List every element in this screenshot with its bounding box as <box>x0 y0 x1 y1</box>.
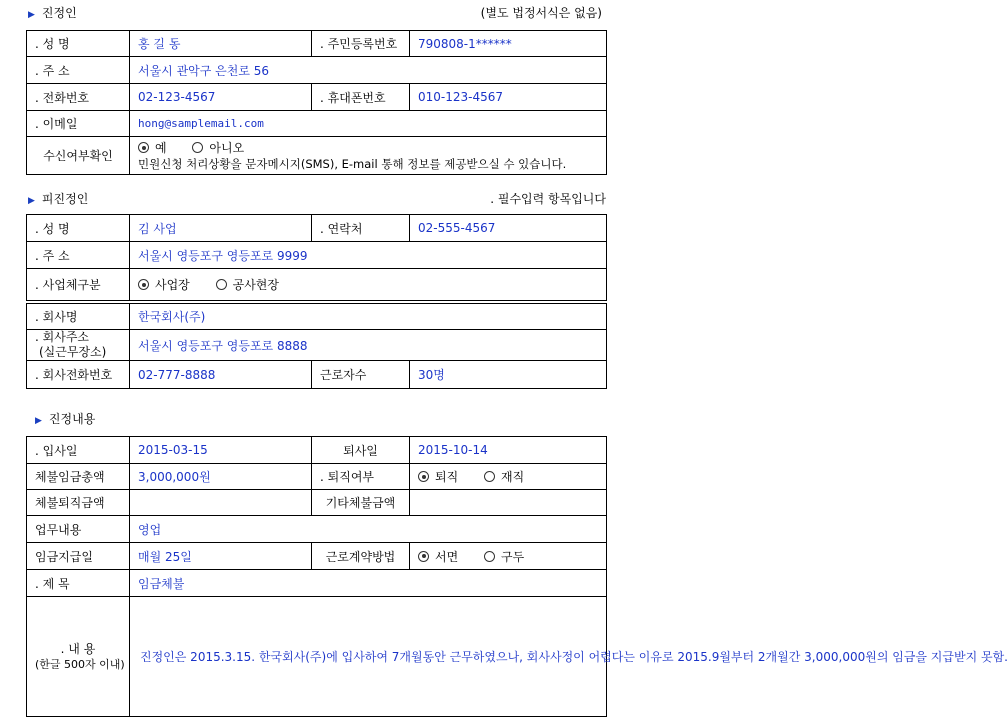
receive-option-no[interactable]: 아니오 <box>192 139 244 156</box>
receive-cell <box>130 137 607 175</box>
company-label: . 회사명 <box>27 304 130 330</box>
name-field[interactable]: 홍 길 동 <box>130 31 312 57</box>
radio-selected-icon[interactable] <box>138 142 149 153</box>
biz-type-option-construction[interactable]: 공사현장 <box>216 276 279 293</box>
contract-option-verbal[interactable]: 구두 <box>484 548 524 565</box>
other-amount-field[interactable] <box>410 490 607 516</box>
complaint-table <box>26 436 1008 717</box>
severance-label: 체불퇴직금액 <box>27 490 130 516</box>
resp-name-field[interactable]: 김 사업 <box>130 215 312 242</box>
retired-label: . 퇴직여부 <box>312 464 410 490</box>
triangle-right-icon: ▶ <box>28 10 35 20</box>
address-label: . 주 소 <box>27 57 130 84</box>
radio-empty-icon[interactable] <box>484 471 495 482</box>
receive-label: 수신여부확인 <box>27 137 130 175</box>
company-field[interactable]: 한국회사(주) <box>130 304 607 330</box>
contact-label: . 연락처 <box>312 215 410 242</box>
radio-empty-icon[interactable] <box>216 279 227 290</box>
biz-type-label: . 사업체구분 <box>27 269 130 301</box>
title-label: . 제 목 <box>27 570 130 597</box>
email-label: . 이메일 <box>27 111 130 137</box>
leave-date-label: 퇴사일 <box>312 437 410 464</box>
content-label: . 내 용 (한글 500자 이내) <box>27 597 130 717</box>
biz-type-cell <box>130 269 607 301</box>
payday-label: 임금지급일 <box>27 543 130 570</box>
address-field[interactable]: 서울시 관악구 은천로 56 <box>130 57 607 84</box>
radio-empty-icon[interactable] <box>192 142 203 153</box>
company-phone-label: . 회사전화번호 <box>27 361 130 389</box>
receive-radio-group <box>138 139 598 156</box>
workers-label: 근로자수 <box>312 361 410 389</box>
mobile-label: . 휴대폰번호 <box>312 84 410 111</box>
job-label: 업무내용 <box>27 516 130 543</box>
resp-address-field[interactable]: 서울시 영등포구 영등포로 9999 <box>130 242 607 269</box>
respondent-table-1 <box>26 214 607 301</box>
receive-note: 민원신청 처리상황을 문자메시지(SMS), E-mail 통해 정보를 제공받으실 수 있습니다. <box>138 157 567 171</box>
email-field[interactable]: hong@samplemail.com <box>130 111 607 137</box>
join-date-label: . 입사일 <box>27 437 130 464</box>
radio-selected-icon[interactable] <box>138 279 149 290</box>
retired-radio-group <box>418 470 546 484</box>
radio-empty-icon[interactable] <box>484 551 495 562</box>
title-field[interactable]: 임금체불 <box>130 570 607 597</box>
severance-field[interactable] <box>130 490 312 516</box>
unpaid-total-label: 체불임금총액 <box>27 464 130 490</box>
complaint-heading: ▶ 진정내용 <box>35 409 95 429</box>
content-textarea[interactable]: 진정인은 2015.3.15. 한국회사(주)에 입사하여 7개월동안 근무하였으나, 회사사정이 어렵다는 이유로 2015.9월부터 2개월간 3,000,000원의 임금을 지급받지 못함. <box>130 597 607 717</box>
biz-type-option-site[interactable]: 사업장 <box>138 276 190 293</box>
contract-option-written[interactable]: 서면 <box>418 548 458 565</box>
unpaid-total-field[interactable]: 3,000,000원 <box>130 464 312 490</box>
petitioner-note: (별도 법정서식은 없음) <box>480 6 602 20</box>
mobile-field[interactable]: 010-123-4567 <box>410 84 607 111</box>
retired-option-employed[interactable]: 재직 <box>484 468 524 485</box>
respondent-table-2 <box>26 303 607 389</box>
resp-name-label: . 성 명 <box>27 215 130 242</box>
contract-cell <box>410 543 607 570</box>
radio-selected-icon[interactable] <box>418 471 429 482</box>
biz-type-radio-group <box>138 278 301 292</box>
contract-label: 근로계약방법 <box>312 543 410 570</box>
receive-option-yes[interactable]: 예 <box>138 139 167 156</box>
rrn-label: . 주민등록번호 <box>312 31 410 57</box>
resp-address-label: . 주 소 <box>27 242 130 269</box>
triangle-right-icon: ▶ <box>35 416 42 426</box>
company-addr-field[interactable]: 서울시 영등포구 영등포로 8888 <box>130 330 607 361</box>
rrn-field[interactable]: 790808-1****** <box>410 31 607 57</box>
retired-cell <box>410 464 607 490</box>
other-amount-label: 기타체불금액 <box>312 490 410 516</box>
company-phone-field[interactable]: 02-777-8888 <box>130 361 312 389</box>
contract-radio-group <box>418 550 546 564</box>
respondent-heading: ▶ 피진정인 <box>28 189 88 209</box>
phone-field[interactable]: 02-123-4567 <box>130 84 312 111</box>
petitioner-table <box>26 30 607 175</box>
name-label: . 성 명 <box>27 31 130 57</box>
contact-field[interactable]: 02-555-4567 <box>410 215 607 242</box>
retired-option-retired[interactable]: 퇴직 <box>418 468 458 485</box>
company-addr-label: . 회사주소 (실근무장소) <box>27 330 130 361</box>
join-date-field[interactable]: 2015-03-15 <box>130 437 312 464</box>
required-note: . 필수입력 항목입니다 <box>490 192 606 206</box>
radio-selected-icon[interactable] <box>418 551 429 562</box>
petitioner-heading: ▶ 진정인 <box>28 3 77 23</box>
leave-date-field[interactable]: 2015-10-14 <box>410 437 607 464</box>
triangle-right-icon: ▶ <box>28 196 35 206</box>
phone-label: . 전화번호 <box>27 84 130 111</box>
workers-field[interactable]: 30명 <box>410 361 607 389</box>
job-field[interactable]: 영업 <box>130 516 607 543</box>
payday-field[interactable]: 매월 25일 <box>130 543 312 570</box>
